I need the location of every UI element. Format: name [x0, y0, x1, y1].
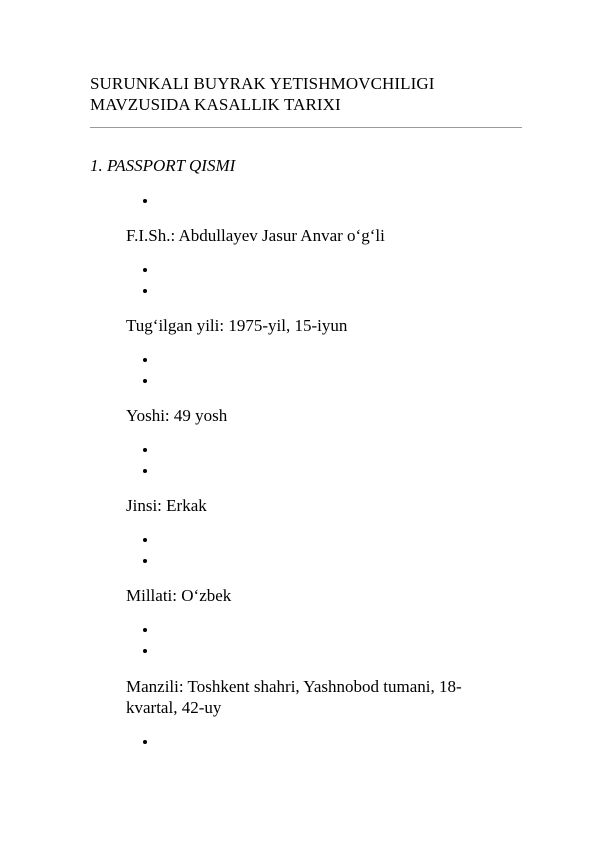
bullet-icon	[143, 199, 147, 203]
bullet-icon	[143, 628, 147, 632]
field-address: Manzili: Toshkent shahri, Yashnobod tumani, 18-kvartal, 42-uy	[126, 677, 462, 717]
bullet-icon	[143, 649, 147, 653]
bullet-icon	[143, 448, 147, 452]
field-age: Yoshi: 49 yosh	[126, 406, 228, 425]
bullet-icon	[143, 469, 147, 473]
bullet-icon	[143, 379, 147, 383]
bullet-icon	[143, 740, 147, 744]
bullet-icon	[143, 268, 147, 272]
field-sex: Jinsi: Erkak	[126, 496, 207, 515]
section-heading: 1. PASSPORT QISMI	[90, 156, 236, 175]
bullet-icon	[143, 289, 147, 293]
title-line-1: SURUNKALI BUYRAK YETISHMOVCHILIGI	[90, 74, 435, 93]
document-title	[90, 73, 520, 115]
field-fish: F.I.Sh.: Abdullayev Jasur Anvar o‘g‘li	[126, 226, 385, 245]
horizontal-divider	[90, 127, 522, 128]
bullet-icon	[143, 358, 147, 362]
title-line-2: MAVZUSIDA KASALLIK TARIXI	[90, 95, 341, 114]
bullet-icon	[143, 559, 147, 563]
bullet-icon	[143, 538, 147, 542]
field-birth-date: Tug‘ilgan yili: 1975-yil, 15-iyun	[126, 316, 348, 335]
field-nationality: Millati: O‘zbek	[126, 586, 232, 605]
